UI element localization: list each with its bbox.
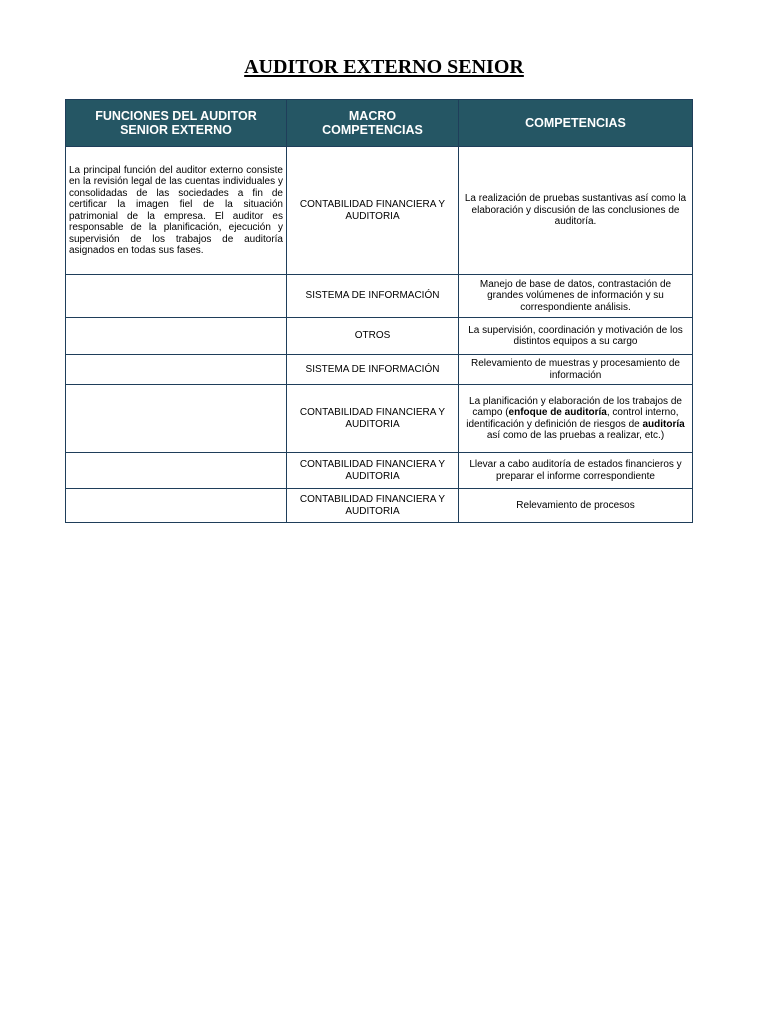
competencia-bold-text: enfoque de auditoría (508, 407, 607, 418)
competencia-cell: La supervisión, coordinación y motivación de los distintos equipos a su cargo (459, 318, 693, 355)
table-row (66, 318, 693, 355)
funcion-cell (66, 318, 287, 355)
table-row (66, 385, 693, 453)
macro-cell: SISTEMA DE INFORMACIÓN (287, 275, 459, 318)
funcion-cell (66, 453, 287, 489)
table-row (66, 355, 693, 385)
macro-cell: CONTABILIDAD FINANCIERA Y AUDITORIA (287, 489, 459, 523)
table-header-row (66, 100, 693, 147)
macro-cell: OTROS (287, 318, 459, 355)
competencia-text: así como de las pruebas a realizar, etc.) (486, 430, 665, 441)
competencies-table (65, 99, 693, 523)
competencia-cell (459, 385, 693, 453)
macro-cell: CONTABILIDAD FINANCIERA Y AUDITORIA (287, 453, 459, 489)
competencia-bold-text: auditoría (642, 418, 685, 430)
competencia-text: , control interno, identificación y definición de riesgos de (466, 407, 679, 430)
macro-cell: CONTABILIDAD FINANCIERA Y AUDITORIA (287, 385, 459, 453)
header-funciones: FUNCIONES DEL AUDITOR SENIOR EXTERNO (66, 100, 287, 147)
table-row (66, 275, 693, 318)
page-title: AUDITOR EXTERNO SENIOR (244, 56, 524, 78)
funcion-cell (66, 355, 287, 385)
competencia-cell: Manejo de base de datos, contrastación de grandes volúmenes de información y su correspondiente análisis. (459, 275, 693, 318)
macro-cell: SISTEMA DE INFORMACIÓN (287, 355, 459, 385)
table-row (66, 453, 693, 489)
funcion-cell (66, 489, 287, 523)
funcion-cell (66, 385, 287, 453)
table-row (66, 489, 693, 523)
macro-cell: CONTABILIDAD FINANCIERA Y AUDITORIA (287, 147, 459, 275)
competencia-cell: Relevamiento de muestras y procesamiento de información (459, 355, 693, 385)
header-competencias: COMPETENCIAS (459, 100, 693, 147)
funcion-cell: La principal función del auditor externo consiste en la revisión legal de las cuentas individuales y consolidadas de las sociedades a fin de certificar la imagen fiel de la situación patrimonial de la empresa. El auditor es responsable de la planificación, ejecución y supervisión de los trabajos de auditoría asignados en todas sus fases. (66, 147, 287, 275)
funcion-cell (66, 275, 287, 318)
table-row (66, 147, 693, 275)
competencia-cell: Llevar a cabo auditoría de estados financieros y preparar el informe correspondiente (459, 453, 693, 489)
competencia-text: La planificación y elaboración de los trabajos de campo ( (469, 395, 682, 418)
header-macro-competencias: MACRO COMPETENCIAS (287, 100, 459, 147)
competencia-cell: Relevamiento de procesos (459, 489, 693, 523)
competencia-cell: La realización de pruebas sustantivas así como la elaboración y discusión de las conclusiones de auditoría. (459, 147, 693, 275)
